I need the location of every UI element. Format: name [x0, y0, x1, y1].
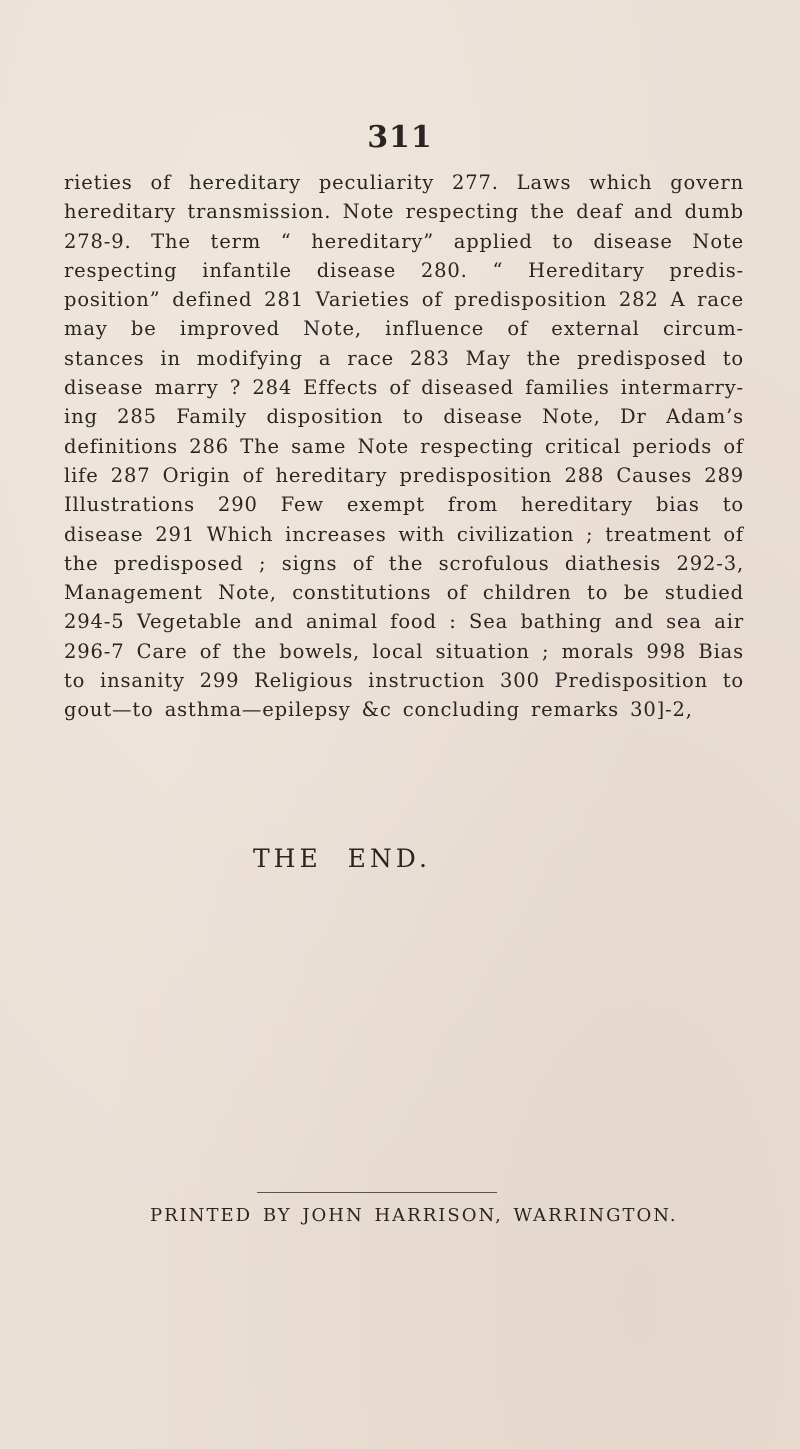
- divider-rule: [257, 1192, 497, 1193]
- index-text: rieties of hereditary peculiarity 277. Laws which govern hereditary transmission. Note respecting the deaf and dumb 278-9. The term “ hereditary” applied to disease Note respecting infantile disease 280. “ Hereditary predis- position” defined 281 Varieties of predisposition 282 A race may be improved Note, influence of external circum- stances in modifying a race 283 May the predisposed to disease marry ? 284 Effects of diseased families intermarry- ing 285 Family disposition to disease Note, Dr Adam’s definitions 286 The same Note respecting critical periods of life 287 Origin of hereditary predisposition 288 Causes 289 Illustrations 290 Few exempt from hereditary bias to disease 291 Which increases with civilization ; treatment of the predisposed ; signs of the scrofulous diathesis 292-3, Management Note, constitutions of children to be studied 294-5 Vegetable and animal food : Sea bathing and sea air 296-7 Care of the bowels, local situation ; morals 998 Bias to insanity 299 Religious instruction 300 Predisposition to gout—to asthma—epilepsy &c concluding remarks 30]-2,: [64, 171, 744, 722]
- the-end-heading: THE END.: [253, 844, 431, 873]
- printer-imprint: PRINTED BY JOHN HARRISON, WARRINGTON.: [150, 1205, 678, 1226]
- page-number: 311: [367, 120, 433, 155]
